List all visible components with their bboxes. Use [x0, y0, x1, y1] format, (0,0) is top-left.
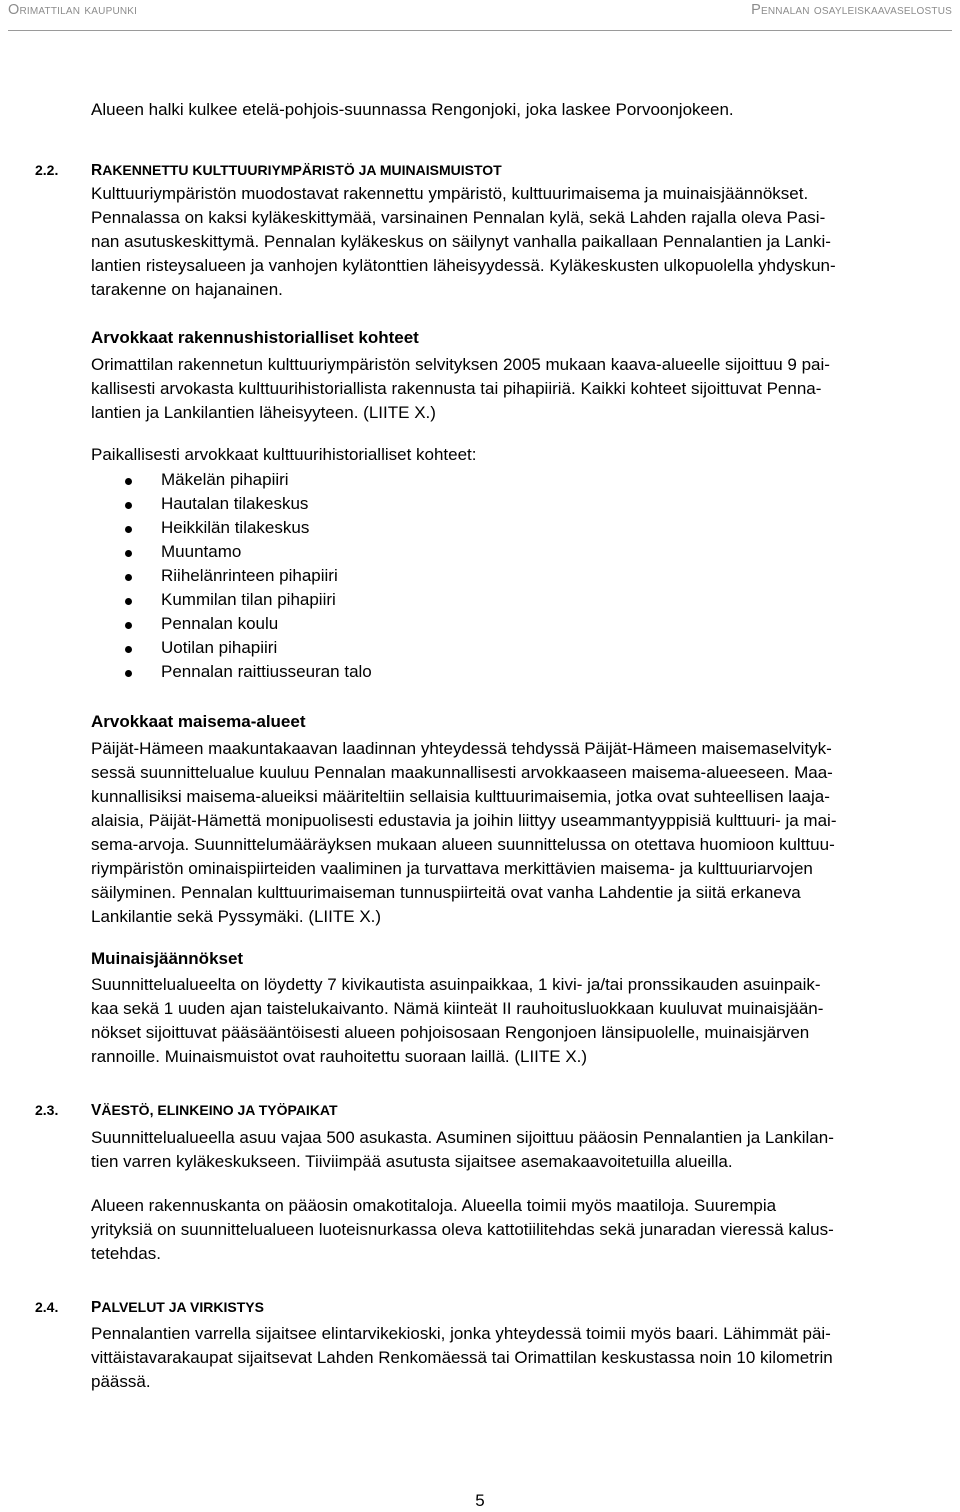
rakennushistorialliset-paragraph: Orimattilan rakennetun kulttuuriympäristön selvityksen 2005 mukaan kaava-alueelle sijoittuu 9 pai- kallisesti arvokasta kulttuurihistoriallista rakennusta tai pihapiiriä. Kaikki kohteet sijoittuvat Penna- lantien ja Lankilantien läheisyyteen. (LIITE X.): [91, 355, 830, 422]
list-item: Hautalan tilakeskus: [125, 492, 372, 516]
bullet-icon: [125, 574, 132, 581]
list-intro: Paikallisesti arvokkaat kulttuurihistorialliset kohteet:: [91, 445, 477, 464]
list-item: Kummilan tilan pihapiiri: [125, 588, 372, 612]
section-title-2-3-rest: ÄESTÖ, ELINKEINO JA TYÖPAIKAT: [101, 1102, 338, 1118]
list-item: Uotilan pihapiiri: [125, 636, 372, 660]
bullet-icon: [125, 598, 132, 605]
subheading-rakennushistorialliset: Arvokkaat rakennushistorialliset kohteet: [91, 328, 419, 347]
running-header: [8, 0, 952, 31]
section-title-2-4-rest: ALVELUT JA VIRKISTYS: [101, 1299, 264, 1315]
bullet-icon: [125, 646, 132, 653]
header-right: Pennalan osayleiskaavaselostus: [751, 2, 952, 18]
section-title-2-4-initial: P: [91, 1299, 102, 1316]
list-item: Pennalan koulu: [125, 612, 372, 636]
section-title-2-2-initial: R: [91, 162, 103, 179]
subheading-muinaisjaannokset: Muinaisjäännökset: [91, 949, 244, 968]
bullet-icon: [125, 478, 132, 485]
bullet-icon: [125, 622, 132, 629]
subheading-maisema-alueet: Arvokkaat maisema-alueet: [91, 712, 306, 731]
list-item: Pennalan raittiusseuran talo: [125, 660, 372, 684]
section-number-2-4: 2.4.: [35, 1299, 59, 1315]
section-title-2-3: [91, 1098, 338, 1123]
list-item: Heikkilän tilakeskus: [125, 516, 372, 540]
section-2-4-paragraph: Pennalantien varrella sijaitsee elintarvikekioski, jonka yhteydessä toimii myös baari. Lähimmät päi- vittäistavarakaupat sijaitsevat Lahden Renkomäessä tai Orimattilan keskustassa noin 10 kilometrin päässä.: [91, 1324, 833, 1391]
section-number-2-3: 2.3.: [35, 1102, 59, 1118]
muinaisjaannokset-paragraph: Suunnittelualueelta on löydetty 7 kivikautista asuinpaikkaa, 1 kivi- ja/tai pronssikauden asuinpaik- kaa sekä 1 uuden ajan taistelukaivanto. Nämä kiinteät II rauhoitusluokkaan kuuluvat muinaisjään- nökset sijoittuvat pääsääntöisesti alueen pohjoisosaan Rengonjoen länsipuolelle, muinaisjärven rannoille. Muinaismuistot ovat rauhoitettu suoraan laillä. (LIITE X.): [91, 975, 824, 1066]
bullet-icon: [125, 502, 132, 509]
list-item: Muuntamo: [125, 540, 372, 564]
header-left: Orimattilan kaupunki: [8, 2, 138, 18]
list-item: Riihelänrinteen pihapiiri: [125, 564, 372, 588]
section-title-2-2-rest: AKENNETTU KULTTUURIYMPÄRISTÖ JA MUINAISMUISTOT: [102, 162, 502, 178]
page-number: 5: [475, 1491, 485, 1510]
section-title-2-2: [91, 158, 502, 183]
section-2-2-paragraph: Kulttuuriympäristön muodostavat rakennettu ympäristö, kulttuurimaisema ja muinaisjäännökset. Pennalassa on kaksi kyläkeskittymää, varsinainen Pennalan kylä, sekä Lahden rajalla oleva Pasi- nan asutuskeskittymä. Pennalan kyläkeskus on säilynyt vanhalla paikallaan Pennalantien ja Lanki- lantien risteysalueen ja vanhojen kylätonttien läheisyydessä. Kyläkeskusten ulkopuolella yhdyskun- tarakenne on hajanainen.: [91, 184, 836, 299]
section-title-2-4: [91, 1295, 264, 1320]
bullet-icon: [125, 526, 132, 533]
maisema-paragraph: Päijät-Hämeen maakuntakaavan laadinnan yhteydessä tehdyssä Päijät-Hämeen maisemaselvityk- sessä suunnittelualue kuuluu Pennalan maakunnallisesti arvokkaaseen maisema-alueeseen. Maa- kunnallisiksi maisema-alueiksi määriteltiin sellaisia kulttuurimaisemia, jotka ovat suhteellisen laaja- alaisia, Päijät-Hämettä monipuolisesti edustavia ja joihin liittyy useammantyyppisiä kulttuuri- ja mai- sema-arvoja. Suunnittelumääräyksen mukaan alueen suunnittelussa on otettava huomioon kulttuu- riympäristön ominaispiirteiden vaaliminen ja turvattava merkittävien maisema- ja kulttuuriarvojen säilyminen. Pennalan kulttuurimaiseman tunnuspiirteitä ovat vanha Lahdentie ja siitä erkaneva Lankilantie sekä Pyssymäki. (LIITE X.): [91, 739, 837, 926]
list-item: Mäkelän pihapiiri: [125, 468, 372, 492]
section-2-3-paragraph-2: Alueen rakennuskanta on pääosin omakotitaloja. Alueella toimii myös maatiloja. Suurempia yrityksiä on suunnittelualueen luoteisnurkassa oleva kattotiilitehdas sekä junaradan vieressä kalus- tetehdas.: [91, 1196, 834, 1263]
heritage-site-list: [125, 468, 372, 684]
section-number-2-2: 2.2.: [35, 162, 59, 178]
section-title-2-3-initial: V: [91, 1102, 102, 1119]
bullet-icon: [125, 550, 132, 557]
section-2-3-paragraph-1: Suunnittelualueella asuu vajaa 500 asukasta. Asuminen sijoittuu pääosin Pennalantien ja Lankilan- tien varren kyläkeskukseen. Tiiviimpää asutusta sijaitsee asemakaavoitetuilla alueilla.: [91, 1128, 834, 1171]
bullet-icon: [125, 670, 132, 677]
intro-paragraph: Alueen halki kulkee etelä-pohjois-suunnassa Rengonjoki, joka laskee Porvoonjokeen.: [91, 100, 734, 119]
